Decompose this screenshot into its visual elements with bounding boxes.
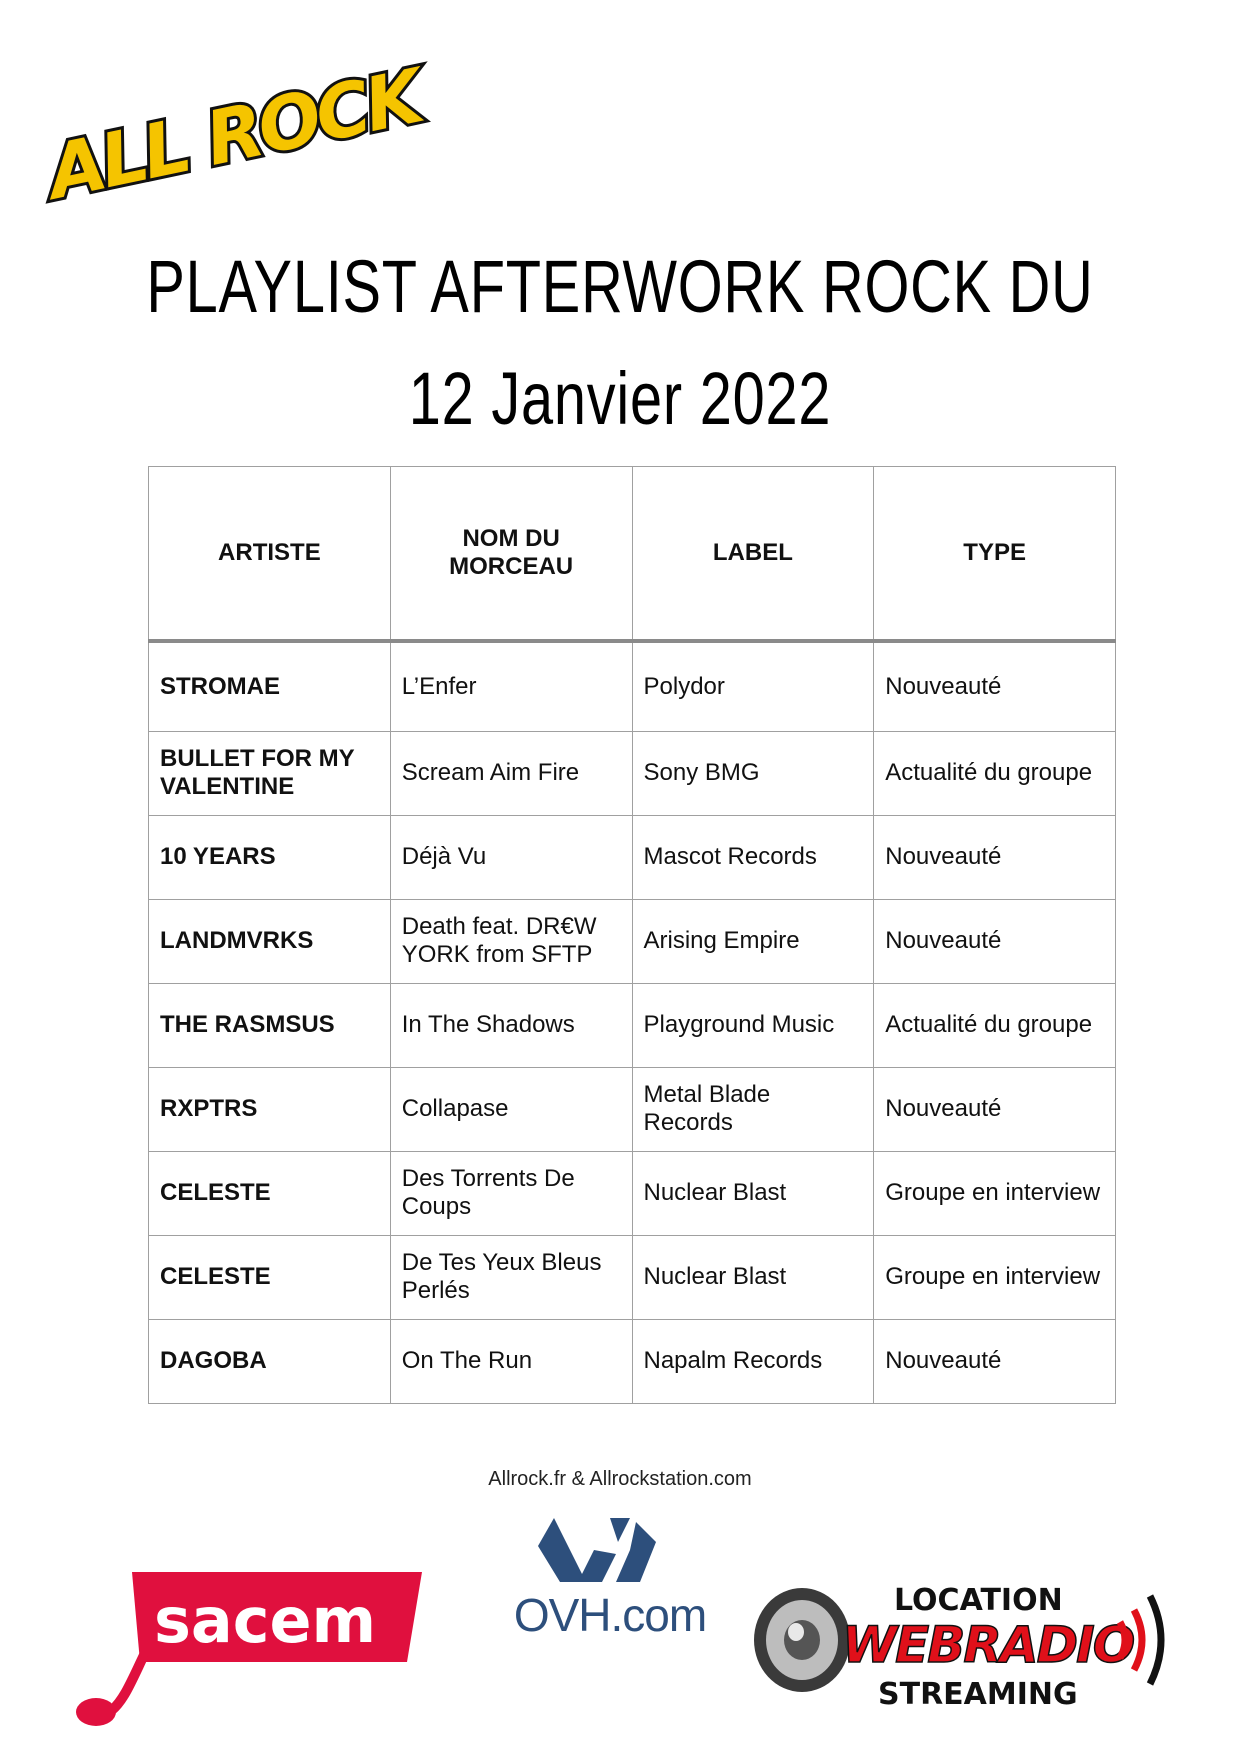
cell-label: Sony BMG xyxy=(632,731,874,815)
page-title-line2: 12 Janvier 2022 xyxy=(408,357,832,440)
cell-artist: BULLET FOR MY VALENTINE xyxy=(149,731,391,815)
page-title-line1: PLAYLIST AFTERWORK ROCK DU xyxy=(146,245,1094,328)
cell-label: Metal Blade Records xyxy=(632,1067,874,1151)
cell-type: Actualité du groupe xyxy=(874,731,1116,815)
header-artist: ARTISTE xyxy=(149,467,391,642)
cell-artist: RXPTRS xyxy=(149,1067,391,1151)
table-row xyxy=(149,815,1116,899)
table-header-row xyxy=(149,467,1116,642)
cell-label: Napalm Records xyxy=(632,1319,874,1403)
sacem-logo-text: sacem xyxy=(154,1584,377,1657)
table-row xyxy=(149,1151,1116,1235)
allrock-logo-text: ALL ROCK xyxy=(40,53,427,217)
cell-label: Nuclear Blast xyxy=(632,1151,874,1235)
footer-websites: Allrock.fr & Allrockstation.com xyxy=(488,1468,752,1490)
header-type: TYPE xyxy=(874,467,1116,642)
cell-track: Des Torrents De Coups xyxy=(390,1151,632,1235)
cell-label: Arising Empire xyxy=(632,899,874,983)
header-track: NOM DU MORCEAU xyxy=(390,467,632,642)
header-label: LABEL xyxy=(632,467,874,642)
cell-track: Death feat. DR€W YORK from SFTP xyxy=(390,899,632,983)
cell-artist: THE RASMSUS xyxy=(149,983,391,1067)
allrock-logo xyxy=(36,53,427,217)
table-row xyxy=(149,1235,1116,1319)
webradio-logo xyxy=(748,1560,1178,1718)
table-row xyxy=(149,899,1116,983)
cell-artist: 10 YEARS xyxy=(149,815,391,899)
cell-type: Nouveauté xyxy=(874,1067,1116,1151)
cell-type: Nouveauté xyxy=(874,815,1116,899)
sacem-logo xyxy=(62,1560,432,1730)
webradio-line3: STREAMING xyxy=(878,1677,1078,1712)
cell-type: Groupe en interview xyxy=(874,1151,1116,1235)
cell-type: Actualité du groupe xyxy=(874,983,1116,1067)
table-row xyxy=(149,731,1116,815)
cell-artist: CELESTE xyxy=(149,1235,391,1319)
cell-track: Déjà Vu xyxy=(390,815,632,899)
webradio-line1: LOCATION xyxy=(894,1583,1063,1618)
cell-track: In The Shadows xyxy=(390,983,632,1067)
cell-label: Playground Music xyxy=(632,983,874,1067)
cell-label: Mascot Records xyxy=(632,815,874,899)
cell-track: L’Enfer xyxy=(390,641,632,731)
ovh-logo-text: OVH.com xyxy=(513,1589,707,1641)
cell-type: Nouveauté xyxy=(874,899,1116,983)
cell-track: De Tes Yeux Bleus Perlés xyxy=(390,1235,632,1319)
cell-type: Groupe en interview xyxy=(874,1235,1116,1319)
cell-label: Polydor xyxy=(632,641,874,731)
table-row xyxy=(149,1067,1116,1151)
cell-track: On The Run xyxy=(390,1319,632,1403)
cell-artist: CELESTE xyxy=(149,1151,391,1235)
cell-type: Nouveauté xyxy=(874,641,1116,731)
table-row xyxy=(149,641,1116,731)
cell-track: Scream Aim Fire xyxy=(390,731,632,815)
cell-label: Nuclear Blast xyxy=(632,1235,874,1319)
cell-artist: LANDMVRKS xyxy=(149,899,391,983)
cell-artist: STROMAE xyxy=(149,641,391,731)
cell-track: Collapase xyxy=(390,1067,632,1151)
cell-type: Nouveauté xyxy=(874,1319,1116,1403)
playlist-table xyxy=(148,466,1116,1404)
table-row xyxy=(149,983,1116,1067)
webradio-line2: WEBRADIO xyxy=(842,1616,1134,1674)
cell-artist: DAGOBA xyxy=(149,1319,391,1403)
speaker-icon xyxy=(754,1588,850,1692)
table-row xyxy=(149,1319,1116,1403)
